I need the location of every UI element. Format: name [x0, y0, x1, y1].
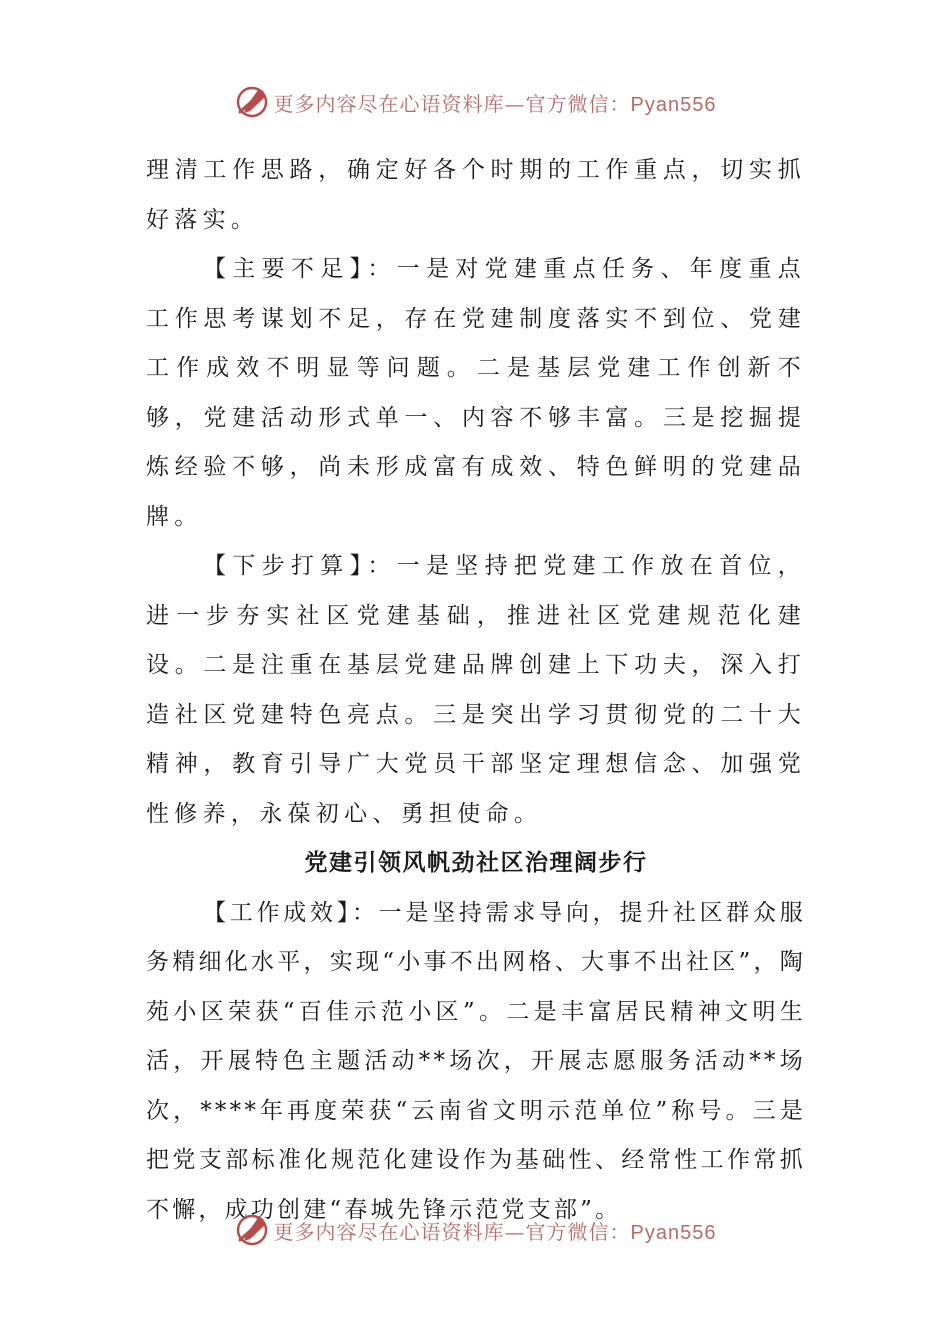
pen-logo-icon: [234, 84, 270, 120]
wechat-id: Pyan556: [630, 1221, 717, 1244]
paragraph-next-steps: 【下步打算】：一是坚持把党建工作放在首位，进一步夯实社区党建基础，推进社区党建规范化建设。二是注重在基层党建品牌创建上下功夫，深入打造社区党建特色亮点。三是突出学习贯彻党的二十大精神，教育引导广大党员干部坚定理想信念、加强党性修养，永葆初心、勇担使命。: [146, 553, 806, 827]
section-heading: 党建引领风帆劲社区治理阔步行: [304, 850, 648, 876]
banner-text: 更多内容尽在心语资料库—官方微信：Pyan556: [273, 1219, 717, 1244]
wechat-id: Pyan556: [630, 93, 717, 116]
header-watermark: [0, 80, 950, 124]
pen-logo-icon: [234, 1212, 270, 1248]
footer-watermark: [0, 1208, 950, 1252]
banner-text: 更多内容尽在心语资料库—官方微信：Pyan556: [273, 91, 717, 116]
paragraph-shortcomings: 【主要不足】：一是对党建重点任务、年度重点工作思考谋划不足，存在党建制度落实不到位、党建工作成效不明显等问题。二是基层党建工作创新不够，党建活动形式单一、内容不够丰富。三是挖掘提炼经验不够，尚未形成富有成效、特色鲜明的党建品牌。: [146, 256, 806, 530]
paragraph-continuation: 理清工作思路，确定好各个时期的工作重点，切实抓好落实。: [146, 157, 806, 233]
paragraph-achievements: 【工作成效】：一是坚持需求导向，提升社区群众服务精细化水平，实现“小事不出网格、大事不出社区”，陶苑小区荣获“百佳示范小区”。二是丰富居民精神文明生活，开展特色主题活动**场次，开展志愿服务活动**场次，****年再度荣获“云南省文明示范单位”称号。三是把党支部标准化规范化建设作为基础性、经常性工作常抓不懈，成功创建“春城先锋示范党支部”。: [146, 899, 806, 1223]
document-body: [146, 146, 806, 1235]
